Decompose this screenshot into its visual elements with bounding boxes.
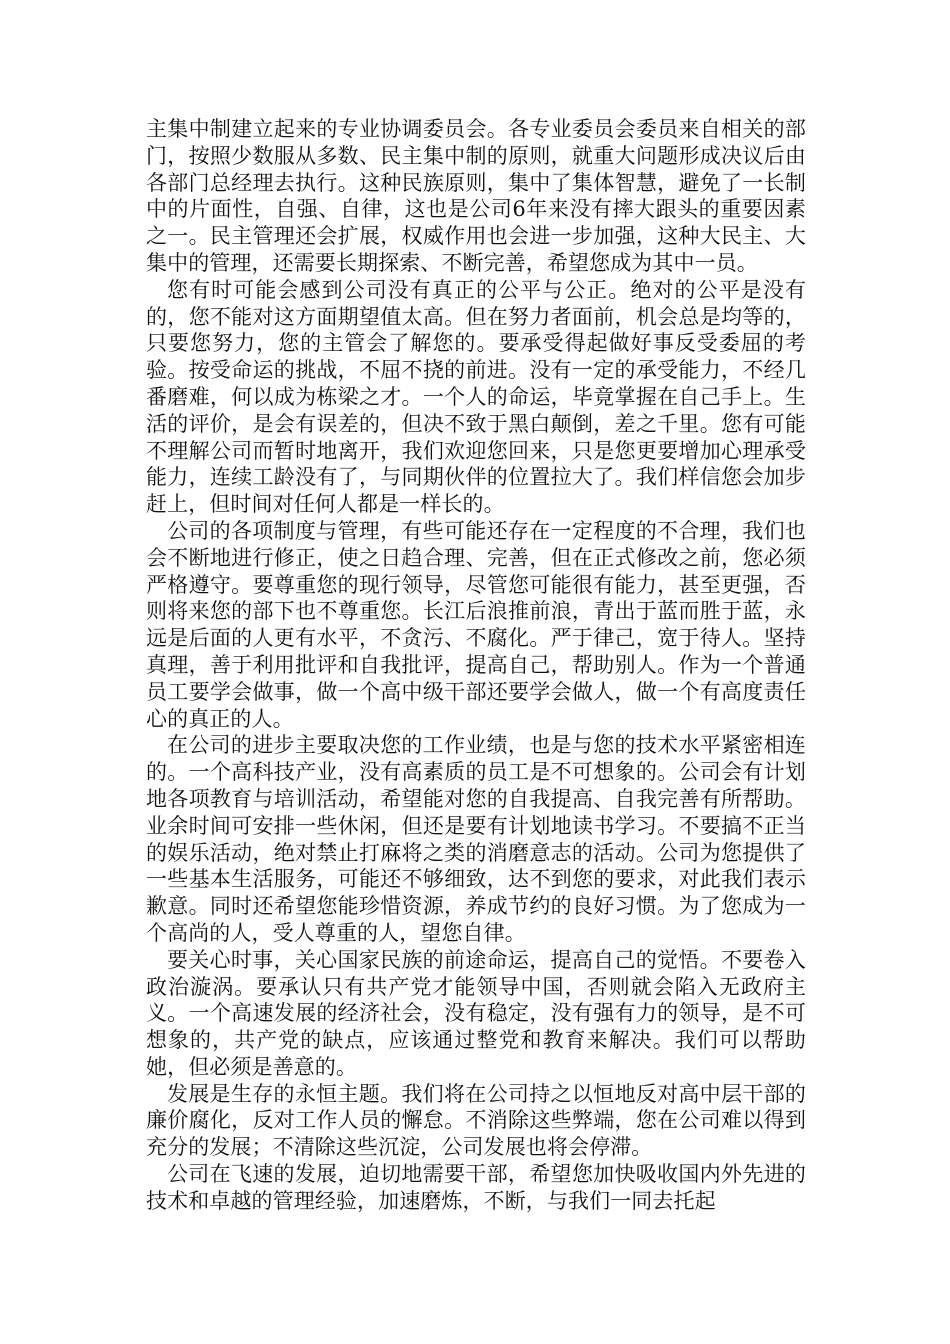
paragraph-7: 公司在飞速的发展，迫切地需要干部，希望您加快吸收国内外先进的技术和卓越的管理经验，加速磨炼，不断，与我们一同去托起: [146, 1162, 806, 1213]
paragraph-1: 主集中制建立起来的专业协调委员会。各专业委员会委员来自相关的部门，按照少数服从多数、民主集中制的原则，就重大问题形成决议后由各部门总经理去执行。这种民族原则，集中了集体智慧，避免了一长制中的片面性，自强、自律，这也是公司6年来没有摔大跟头的重要因素之一。民主管理还会扩展，权威作用也会进一步加强，这种大民主、大集中的管理，还需要长期探索、不断完善，希望您成为其中一员。: [146, 117, 806, 275]
paragraph-5: 要关心时事，关心国家民族的前途命运，提高自己的觉悟。不要卷入政治漩涡。要承认只有共产党才能领导中国，否则就会陷入无政府主义。一个高速发展的经济社会，没有稳定，没有强有力的领导，是不可想象的，共产党的缺点，应该通过整党和教育来解决。我们可以帮助她，但必须是善意的。: [146, 947, 806, 1079]
paragraph-6: 发展是生存的永恒主题。我们将在公司持之以恒地反对高中层干部的廉价腐化，反对工作人员的懈怠。不消除这些弊端，您在公司难以得到充分的发展；不清除这些沉淀，公司发展也将会停滞。: [146, 1081, 806, 1160]
paragraph-2: 您有时可能会感到公司没有真正的公平与公正。绝对的公平是没有的，您不能对这方面期望值太高。但在努力者面前，机会总是均等的，只要您努力，您的主管会了解您的。要承受得起做好事反受委屈的考验。按受命运的挑战，不屈不挠的前进。没有一定的承受能力，不经几番磨难，何以成为栋梁之才。一个人的命运，毕竟掌握在自己手上。生活的评价，是会有误差的，但决不致于黑白颠倒，差之千里。您有可能不理解公司而暂时地离开，我们欢迎您回来，只是您更要增加心理承受能力，连续工龄没有了，与同期伙伴的位置拉大了。我们样信您会加步赶上，但时间对任何人都是一样长的。: [146, 277, 806, 517]
paragraph-4: 在公司的进步主要取决您的工作业绩，也是与您的技术水平紧密相连的。一个高科技产业，没有高素质的员工是不可想象的。公司会有计划地各项教育与培训活动，希望能对您的自我提高、自我完善有所帮助。业余时间可安排一些休闲，但还是要有计划地读书学习。不要搞不正当的娱乐活动，绝对禁止打麻将之类的消磨意志的活动。公司为您提供了一些基本生活服务，可能还不够细致，达不到您的要求，对此我们表示歉意。同时还希望您能珍惜资源，养成节约的良好习惯。为了您成为一个高尚的人，受人尊重的人，望您自律。: [146, 733, 806, 945]
document-body: [146, 116, 806, 1215]
paragraph-3: 公司的各项制度与管理，有些可能还存在一定程度的不合理，我们也会不断地进行修正，使之日趋合理、完善，但在正式修改之前，您必须严格遵守。要尊重您的现行领导，尽管您可能很有能力，甚至更强，否则将来您的部下也不尊重您。长江后浪推前浪，青出于蓝而胜于蓝，永远是后面的人更有水平，不贪污、不腐化。严于律己，宽于待人。坚持真理，善于利用批评和自我批评，提高自己，帮助别人。作为一个普通员工要学会做事，做一个高中级干部还要学会做人，做一个有高度责任心的真正的人。: [146, 518, 806, 731]
